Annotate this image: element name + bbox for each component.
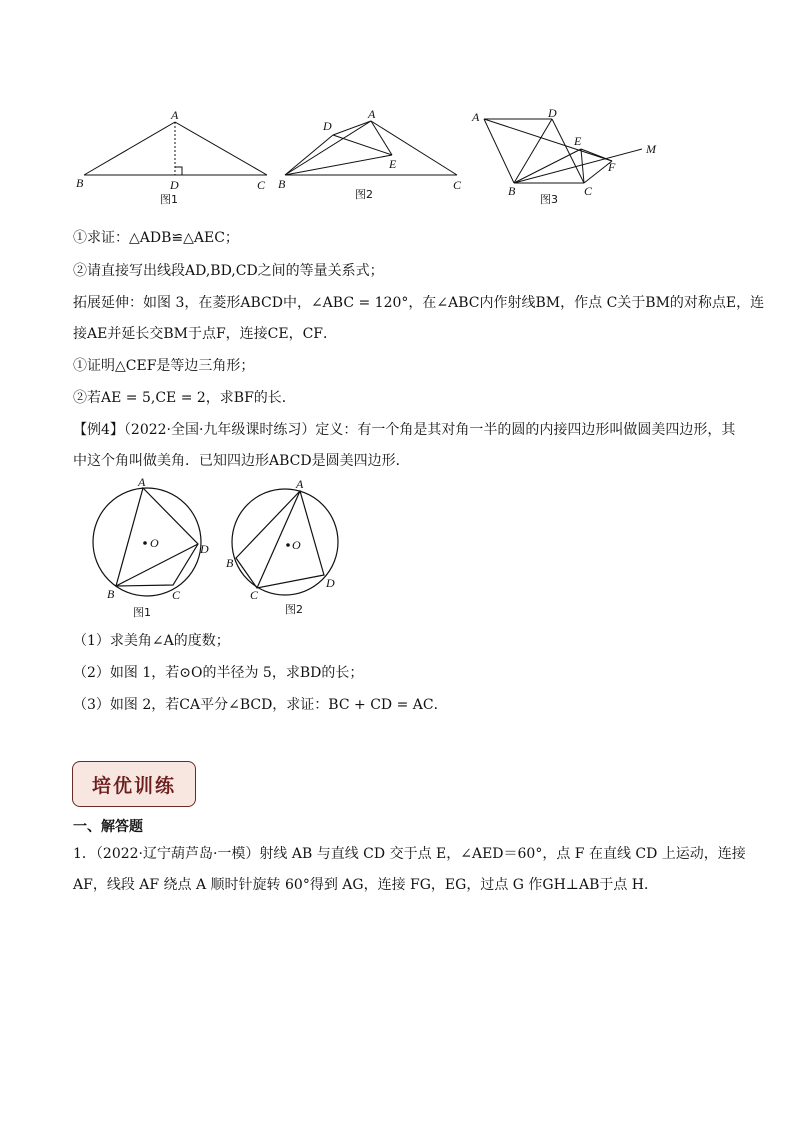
circle-figure-1-svg bbox=[88, 475, 223, 623]
label-B: B bbox=[107, 587, 115, 601]
label-D: D bbox=[323, 119, 332, 133]
circle-figure-2-svg bbox=[222, 478, 357, 623]
label-A: A bbox=[472, 110, 480, 124]
extension-line-1: 拓展延伸：如图 3，在菱形ABCD中，∠ABC = 120°，在∠ABC内作射线BM，作点 C关于BM的对称点E，连 bbox=[73, 295, 765, 311]
section-title-box bbox=[72, 761, 196, 807]
label-D: D bbox=[326, 576, 335, 590]
label-C: C bbox=[584, 184, 593, 198]
sub-question-3: （3）如图 2，若CA平分∠BCD，求证：BC + CD = AC． bbox=[73, 697, 448, 713]
label-E: E bbox=[389, 157, 397, 171]
label-B: B bbox=[278, 177, 286, 191]
circle-figure-2-caption: 图2 bbox=[285, 603, 303, 616]
label-C: C bbox=[257, 178, 266, 192]
problem-1-line-1: 1．（2022·辽宁葫芦岛·一模）射线 AB 与直线 CD 交于点 E，∠AED＝60°，点 F 在直线 CD 上运动，连接 bbox=[73, 846, 746, 862]
label-B: B bbox=[508, 184, 516, 198]
question-2: ②请直接写出线段AD,BD,CD之间的等量关系式； bbox=[73, 263, 384, 279]
problem-1-line-2: AF，线段 AF 绕点 A 顺时针旋转 60°得到 AG，连接 FG，EG，过点 G 作GH⊥AB于点 H． bbox=[73, 877, 659, 893]
label-B: B bbox=[76, 176, 84, 190]
label-A: A bbox=[171, 108, 179, 122]
sub-question-2: （2）如图 1，若⊙O的半径为 5，求BD的长； bbox=[73, 665, 364, 681]
label-C: C bbox=[250, 588, 259, 602]
figure-3-caption: 图3 bbox=[540, 193, 558, 206]
label-O: O bbox=[292, 538, 301, 552]
label-C: C bbox=[453, 178, 462, 192]
figure-1-triangle bbox=[70, 105, 280, 214]
figure-3-svg bbox=[468, 105, 678, 210]
question-1: ①求证：△ADB≌△AEC； bbox=[73, 230, 239, 246]
label-F: F bbox=[608, 160, 616, 174]
figure-2-svg bbox=[274, 105, 474, 210]
figure-1-svg bbox=[70, 105, 280, 210]
label-C: C bbox=[172, 588, 181, 602]
part-heading: 一、解答题 bbox=[73, 819, 143, 835]
sub-question-1: （1）求美角∠A的度数； bbox=[73, 633, 230, 649]
figure-3-rhombus bbox=[468, 105, 678, 214]
label-D: D bbox=[548, 106, 557, 120]
circle-figure-2 bbox=[222, 478, 357, 627]
circle-figure-1 bbox=[88, 475, 223, 627]
part-1: ①证明△CEF是等边三角形； bbox=[73, 358, 255, 374]
circle-figure-1-caption: 图1 bbox=[133, 606, 151, 619]
figure-1-caption: 图1 bbox=[160, 193, 178, 206]
example-4-line-1: 【例4】（2022·全国·九年级课时练习）定义：有一个角是其对角一半的圆的内接四边形叫做圆美四边形，其 bbox=[73, 422, 736, 438]
label-B: B bbox=[226, 556, 234, 570]
figure-2-triangle bbox=[274, 105, 474, 214]
figure-2-caption: 图2 bbox=[355, 188, 373, 201]
extension-line-2: 接AE并延长交BM于点F，连接CE，CF． bbox=[73, 326, 338, 342]
label-D: D bbox=[200, 542, 209, 556]
label-A: A bbox=[368, 107, 376, 121]
label-A: A bbox=[296, 477, 304, 491]
label-D: D bbox=[170, 178, 179, 192]
part-2: ②若AE = 5,CE = 2，求BF的长． bbox=[73, 390, 296, 406]
label-E: E bbox=[574, 134, 582, 148]
example-4-line-2: 中这个角叫做美角．已知四边形ABCD是圆美四边形． bbox=[73, 453, 410, 469]
section-title: 培优训练 bbox=[91, 774, 176, 797]
label-O: O bbox=[150, 536, 159, 550]
label-A: A bbox=[138, 475, 146, 489]
label-M: M bbox=[646, 142, 656, 156]
